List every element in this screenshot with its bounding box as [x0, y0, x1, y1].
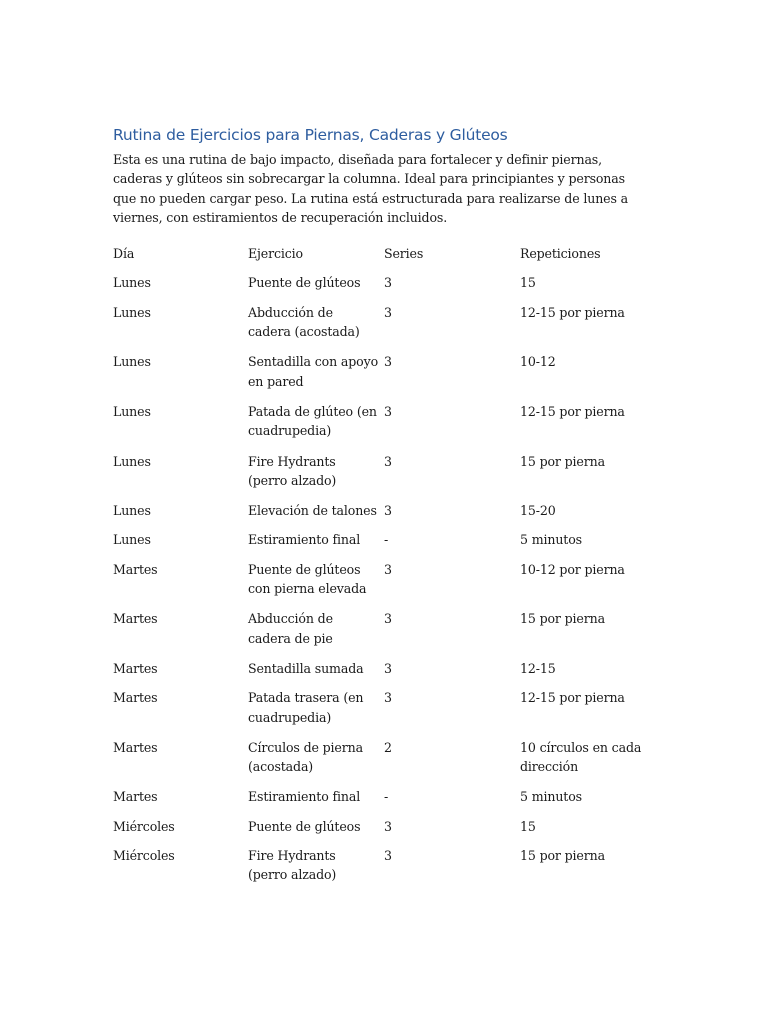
- cell-day: Lunes: [113, 304, 151, 320]
- cell-series: 3: [384, 354, 392, 370]
- cell-day: Lunes: [113, 532, 151, 548]
- cell-exercise: Círculos de pierna (acostada): [248, 739, 363, 775]
- cell-repetitions: 12-15: [520, 660, 556, 676]
- cell-repetitions: 15: [520, 818, 536, 834]
- cell-day: Lunes: [113, 275, 151, 291]
- document-title: Rutina de Ejercicios para Piernas, Caderas y Glúteos: [113, 126, 508, 144]
- cell-repetitions: 15 por pierna: [520, 848, 605, 864]
- cell-day: Lunes: [113, 354, 151, 370]
- cell-exercise: Elevación de talones: [248, 503, 377, 519]
- cell-series: 3: [384, 690, 392, 706]
- table-row: [113, 733, 658, 783]
- cell-repetitions: 12-15 por pierna: [520, 304, 625, 320]
- cell-day: Martes: [113, 690, 158, 706]
- cell-repetitions: 15-20: [520, 503, 556, 519]
- table-row: [113, 812, 658, 841]
- table-row: [113, 782, 658, 811]
- cell-repetitions: 10-12: [520, 354, 556, 370]
- cell-exercise: Puente de glúteos: [248, 275, 361, 291]
- cell-repetitions: 12-15 por pierna: [520, 690, 625, 706]
- cell-series: 3: [384, 403, 392, 419]
- cell-day: Miércoles: [113, 848, 175, 864]
- cell-repetitions: 15: [520, 275, 536, 291]
- cell-repetitions: 15 por pierna: [520, 611, 605, 627]
- cell-series: 3: [384, 660, 392, 676]
- cell-series: 2: [384, 739, 392, 755]
- table-row: [113, 347, 658, 397]
- cell-repetitions: 12-15 por pierna: [520, 403, 625, 419]
- table-row: [113, 841, 658, 891]
- table-row: [113, 683, 658, 733]
- cell-series: 3: [384, 503, 392, 519]
- header-exercise: Ejercicio: [248, 246, 303, 262]
- cell-series: 3: [384, 848, 392, 864]
- intro-paragraph: Esta es una rutina de bajo impacto, diseñada para fortalecer y definir piernas, caderas y glúteos sin sobrecargar la columna. Ideal para principiantes y personas que no pueden cargar peso. La rutina está estructurada para realizarse de lunes a viernes, con estiramientos de recuperación incluidos.: [113, 152, 629, 225]
- table-row: [113, 525, 658, 554]
- document-body: [113, 124, 658, 891]
- cell-day: Miércoles: [113, 818, 175, 834]
- cell-exercise: Abducción de cadera de pie: [248, 611, 333, 646]
- cell-exercise: Puente de glúteos con pierna elevada: [248, 561, 367, 597]
- cell-series: 3: [384, 453, 392, 469]
- table-row: [113, 397, 658, 447]
- table-header-row: [113, 239, 658, 268]
- cell-series: 3: [384, 304, 392, 320]
- table-row: [113, 555, 658, 605]
- table-row: [113, 268, 658, 297]
- cell-exercise: Fire Hydrants (perro alzado): [248, 848, 337, 883]
- cell-day: Martes: [113, 739, 158, 755]
- cell-day: Martes: [113, 611, 158, 627]
- cell-exercise: Puente de glúteos: [248, 818, 361, 834]
- cell-exercise: Patada trasera (en cuadrupedia): [248, 690, 364, 725]
- cell-day: Martes: [113, 561, 158, 577]
- cell-repetitions: 10 círculos en cada dirección: [520, 739, 642, 775]
- table-row: [113, 604, 658, 654]
- table-row: [113, 298, 658, 348]
- cell-exercise: Abducción de cadera (acostada): [248, 304, 360, 340]
- cell-repetitions: 10-12 por pierna: [520, 561, 625, 577]
- cell-series: 3: [384, 275, 392, 291]
- cell-exercise: Sentadilla sumada: [248, 660, 364, 676]
- cell-repetitions: 15 por pierna: [520, 453, 605, 469]
- cell-repetitions: 5 minutos: [520, 789, 582, 805]
- cell-day: Martes: [113, 660, 158, 676]
- cell-series: 3: [384, 561, 392, 577]
- header-series: Series: [384, 246, 424, 262]
- header-day: Día: [113, 246, 135, 262]
- cell-exercise: Fire Hydrants (perro alzado): [248, 453, 337, 488]
- table-row: [113, 447, 658, 497]
- cell-exercise: Estiramiento final: [248, 532, 361, 548]
- routine-table: [113, 239, 658, 890]
- cell-day: Lunes: [113, 453, 151, 469]
- cell-day: Lunes: [113, 503, 151, 519]
- cell-series: 3: [384, 611, 392, 627]
- cell-day: Lunes: [113, 403, 151, 419]
- cell-exercise: Sentadilla con apoyo en pared: [248, 354, 379, 389]
- table-row: [113, 496, 658, 525]
- cell-day: Martes: [113, 789, 158, 805]
- table-row: [113, 654, 658, 683]
- cell-exercise: Estiramiento final: [248, 789, 361, 805]
- cell-series: 3: [384, 818, 392, 834]
- cell-repetitions: 5 minutos: [520, 532, 582, 548]
- header-repetitions: Repeticiones: [520, 246, 601, 262]
- cell-exercise: Patada de glúteo (en cuadrupedia): [248, 403, 377, 439]
- cell-series: -: [384, 532, 389, 548]
- cell-series: -: [384, 789, 389, 805]
